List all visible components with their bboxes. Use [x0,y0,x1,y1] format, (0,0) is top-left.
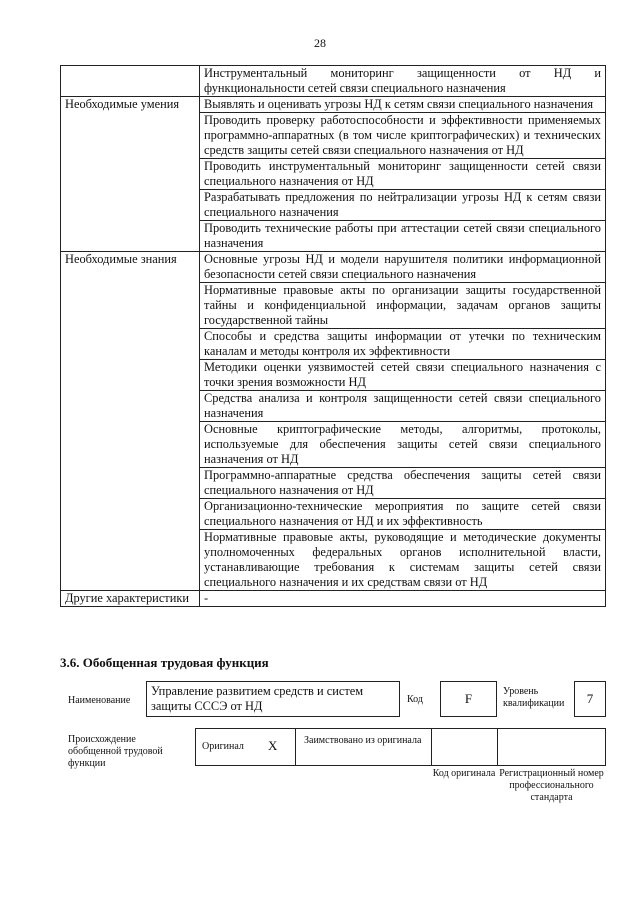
section-title: 3.6. Обобщенная трудовая функция [60,655,269,670]
row-label: Другие характеристики [61,591,200,607]
row-text: Проводить инструментальный мониторинг защищенности сетей связи специального назначения от НД [200,159,606,190]
row-text: Программно-аппаратные средства обеспечения защиты сетей связи специального назначения от НД [200,468,606,499]
row-text: Основные угрозы НД и модели нарушителя политики информационной безопасности сетей связи специального назначения [200,252,606,283]
row-text: Проводить проверку работоспособности и эффективности применяемых программно-аппаратных (в том числе криптографических) и технических средств защиты сетей связи специального назначения от НД [200,113,606,159]
row-text: Проводить технические работы при аттестации сетей связи специального назначения [200,221,606,252]
row-text: - [200,591,606,607]
borrowed-cell [295,728,431,766]
row-text: Инструментальный мониторинг защищенности от НД и функциональности сетей связи специального назначения [200,66,606,97]
borrowed-label: Заимствовано из оригинала [304,735,422,746]
table-row [61,591,606,607]
table-row [61,66,606,97]
code-value: F [440,681,497,717]
name-label: Наименование [68,695,131,706]
name-value: Управление развитием средств и систем защиты СССЭ от НД [146,681,400,717]
level-label: Уровень квалификации [503,686,565,709]
reg-caption: Регистрационный номер профессионального стандарта [499,768,604,803]
code-caption: Код оригинала [432,768,496,779]
row-text: Основные криптографические методы, алгоритмы, протоколы, используемые для обеспечения защиты сетей связи специального назначения от НД [200,422,606,468]
row-text: Средства анализа и контроля защищенности сетей связи специального назначения [200,391,606,422]
page-number: 28 [314,36,326,50]
row-text: Методики оценки уязвимостей сетей связи специального назначения с точки зрения возможности НД [200,360,606,391]
table-row [61,252,606,283]
original-mark: X [268,738,278,753]
row-label: Необходимые умения [61,97,200,252]
level-value: 7 [574,681,606,717]
row-text: Организационно-технические мероприятия по защите сетей связи специального назначения от НД и их эффективность [200,499,606,530]
row-label [61,66,200,97]
row-label: Необходимые знания [61,252,200,591]
original-label: Оригинал [202,741,244,752]
skills-knowledge-table [60,65,606,607]
reg-number-cell [497,728,606,766]
row-text: Нормативные правовые акты, руководящие и методические документы уполномоченных федеральных органов исполнительной власти, устанавливающие требования к системам защиты сетей связи специального назначения и их средствам связи от НД [200,530,606,591]
table-row [61,97,606,113]
origin-label: Происхождение обобщенной трудовой функции [68,734,163,769]
original-cell [195,728,295,766]
code-label: Код [407,694,423,705]
origin-code-cell [431,728,497,766]
row-text: Нормативные правовые акты по организации защиты государственной тайны и конфиденциальной информации, задачам органов защиты государственной тайны [200,283,606,329]
row-text: Выявлять и оценивать угрозы НД к сетям связи специального назначения [200,97,606,113]
row-text: Способы и средства защиты информации от утечки по техническим каналам и методы контроля их эффективности [200,329,606,360]
row-text: Разрабатывать предложения по нейтрализации угрозы НД к сетям связи специального назначения [200,190,606,221]
